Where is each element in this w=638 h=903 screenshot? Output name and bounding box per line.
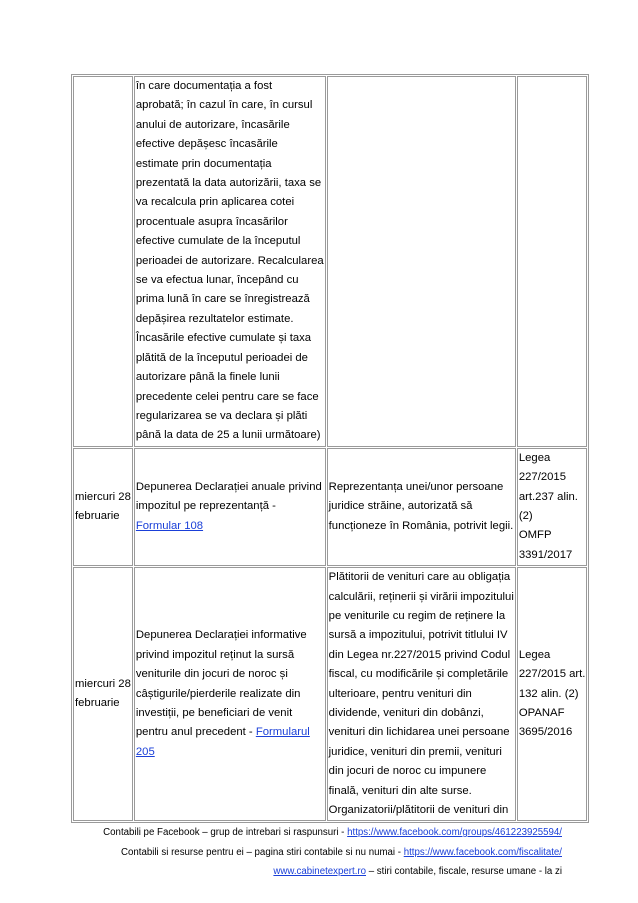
taxpayers-cell bbox=[327, 76, 516, 447]
taxpayers-cell: Plătitorii de venituri care au obligația calculării, reținerii și virării impozitului pe veniturile cu regim de reținere la sursă a impozitului, potrivit titlului IV din Legea nr.227/2015 privind Codul fiscal, cu modificările și completările ulterioare, pentru venituri din dividende, venituri din dobânzi, venituri din lichidarea unei persoane juridice, venituri din premii, venituri din jocuri de noroc cu impunere finală, venituri din alte surse. Organizatorii/plătitorii de venituri din bbox=[327, 567, 516, 821]
facebook-page-link[interactable]: https://www.facebook.com/fiscalitate/ bbox=[403, 846, 562, 858]
legal-basis-cell: Legea 227/2015 art. 132 alin. (2) OPANAF 3695/2016 bbox=[517, 567, 588, 821]
legal-basis-cell: Legea 227/2015 art.237 alin. (2) OMFP 3391/2017 bbox=[517, 448, 588, 566]
footer-facebook-group-text: Contabili pe Facebook – grup de intrebari si raspunsuri - bbox=[103, 827, 348, 838]
date-cell: miercuri 28 februarie bbox=[73, 567, 133, 821]
legal-basis-cell bbox=[517, 76, 588, 447]
form-108-link[interactable]: Formular 108 bbox=[135, 519, 204, 532]
obligation-cell bbox=[134, 448, 326, 566]
obligation-text: Depunerea Declarației informative privind impozitul reținut la sursă veniturile din jocuri de noroc și câștigurile/pierderile realizate din investiții, pe beneficiari de venit pentru anul precedent - bbox=[135, 629, 307, 739]
cabinetexpert-link[interactable]: www.cabinetexpert.ro bbox=[273, 866, 367, 877]
obligation-cell bbox=[134, 567, 326, 821]
fiscal-calendar-table bbox=[71, 74, 589, 823]
footer-site-text: – stiri contabile, fiscale, resurse umane - la zi bbox=[366, 866, 562, 877]
table-row bbox=[73, 448, 587, 566]
obligation-cell: în care documentația a fost aprobată; în cazul în care, în cursul anului de autorizare, încasările efective depășesc încasările estimate prin documentația prezentată la data autorizării, taxa se va recalcula prin aplicarea cotei procentuale asupra încasărilor efective cumulate de la începutul perioadei de autorizare. Recalcularea se va efectua lunar, începând cu prima lună în care se înregistrează depășirea rezultatelor estimate. Încasările efective cumulate și taxa plătită de la începutul perioadei de autorizare până la finele lunii precedente celei pentru care se face regularizarea se va declara și plăti până la data de 25 a lunii următoare) bbox=[134, 76, 326, 447]
footer-facebook-page-text: Contabili si resurse pentru ei – pagina stiri contabile si nu numai - bbox=[121, 846, 404, 858]
table-row bbox=[73, 567, 587, 821]
form-205-link[interactable]: Formularul bbox=[255, 726, 310, 739]
page-footer bbox=[103, 823, 562, 882]
form-205-link-number[interactable]: 205 bbox=[135, 745, 155, 758]
date-cell: miercuri 28 februarie bbox=[73, 448, 133, 566]
facebook-group-link[interactable]: https://www.facebook.com/groups/461223925594/ bbox=[347, 827, 562, 838]
obligation-text: Depunerea Declarației anuale privind impozitul pe reprezentanță - bbox=[135, 480, 322, 513]
table-row bbox=[73, 76, 587, 447]
taxpayers-cell: Reprezentanța unei/unor persoane juridice străine, autorizată să funcționeze în România, potrivit legii. bbox=[327, 448, 516, 566]
date-cell bbox=[73, 76, 133, 447]
